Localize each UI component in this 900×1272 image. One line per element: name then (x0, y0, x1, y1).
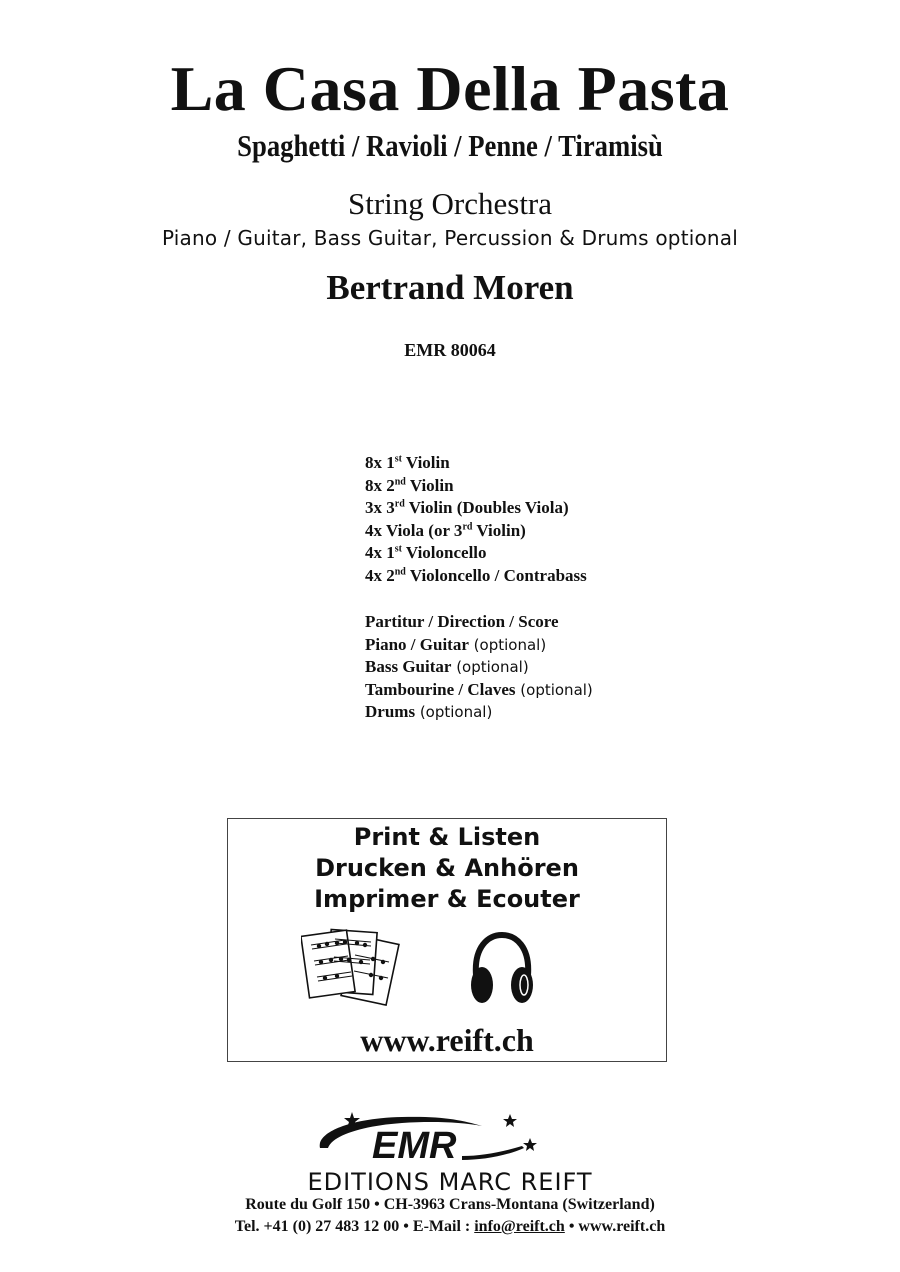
emr-logo (312, 1108, 552, 1168)
list-item: 4x 2nd Violoncello / Contrabass (365, 565, 587, 585)
page-title: La Casa Della Pasta (170, 53, 730, 124)
list-item: Bass Guitar (optional) (365, 657, 529, 676)
headphones-icon (466, 931, 538, 1009)
sheet-music-icon (301, 925, 411, 1009)
list-item: 8x 2nd Violin (365, 475, 454, 495)
publisher-address: Route du Golf 150 • CH-3963 Crans-Montana (Switzerland) (245, 1196, 655, 1213)
svg-text:EMR: EMR (372, 1125, 457, 1167)
list-item: 8x 1st Violin (365, 453, 450, 472)
website-link[interactable]: www.reift.ch (360, 1022, 534, 1058)
list-item: Piano / Guitar (optional) (365, 634, 547, 654)
list-item: Tambourine / Claves (optional) (365, 679, 593, 699)
catalog-number: EMR 80064 (404, 340, 496, 360)
optional-instruments: Piano / Guitar, Bass Guitar, Percussion & Drums optional (161, 226, 739, 250)
list-item: 4x 1st Violoncello (365, 543, 487, 562)
promo-line-german: Drucken & Anhören (315, 854, 579, 882)
promo-line-english: Print & Listen (353, 823, 541, 851)
web-text: • www.reift.ch (564, 1218, 666, 1235)
subtitle: Spaghetti / Ravioli / Penne / Tiramisù (237, 128, 663, 163)
promo-line-french: Imprimer & Ecouter (314, 885, 580, 913)
ensemble: String Orchestra (347, 186, 553, 221)
publisher-contact: Tel. +41 (0) 27 483 12 00 • E-Mail : info@reift.ch • www.reift.ch (234, 1218, 666, 1235)
string-parts-list (365, 452, 587, 587)
list-item: 3x 3rd Violin (Doubles Viola) (365, 498, 569, 517)
list-item: Partitur / Direction / Score (365, 612, 559, 631)
other-parts-list (365, 611, 593, 724)
print-listen-box (227, 818, 667, 1062)
email-link[interactable]: info@reift.ch (474, 1218, 565, 1235)
list-item: Drums (optional) (365, 702, 493, 721)
publisher-name: EDITIONS MARC REIFT (307, 1168, 593, 1196)
list-item: 4x Viola (or 3rd Violin) (365, 520, 526, 540)
composer: Bertrand Moren (326, 268, 574, 307)
